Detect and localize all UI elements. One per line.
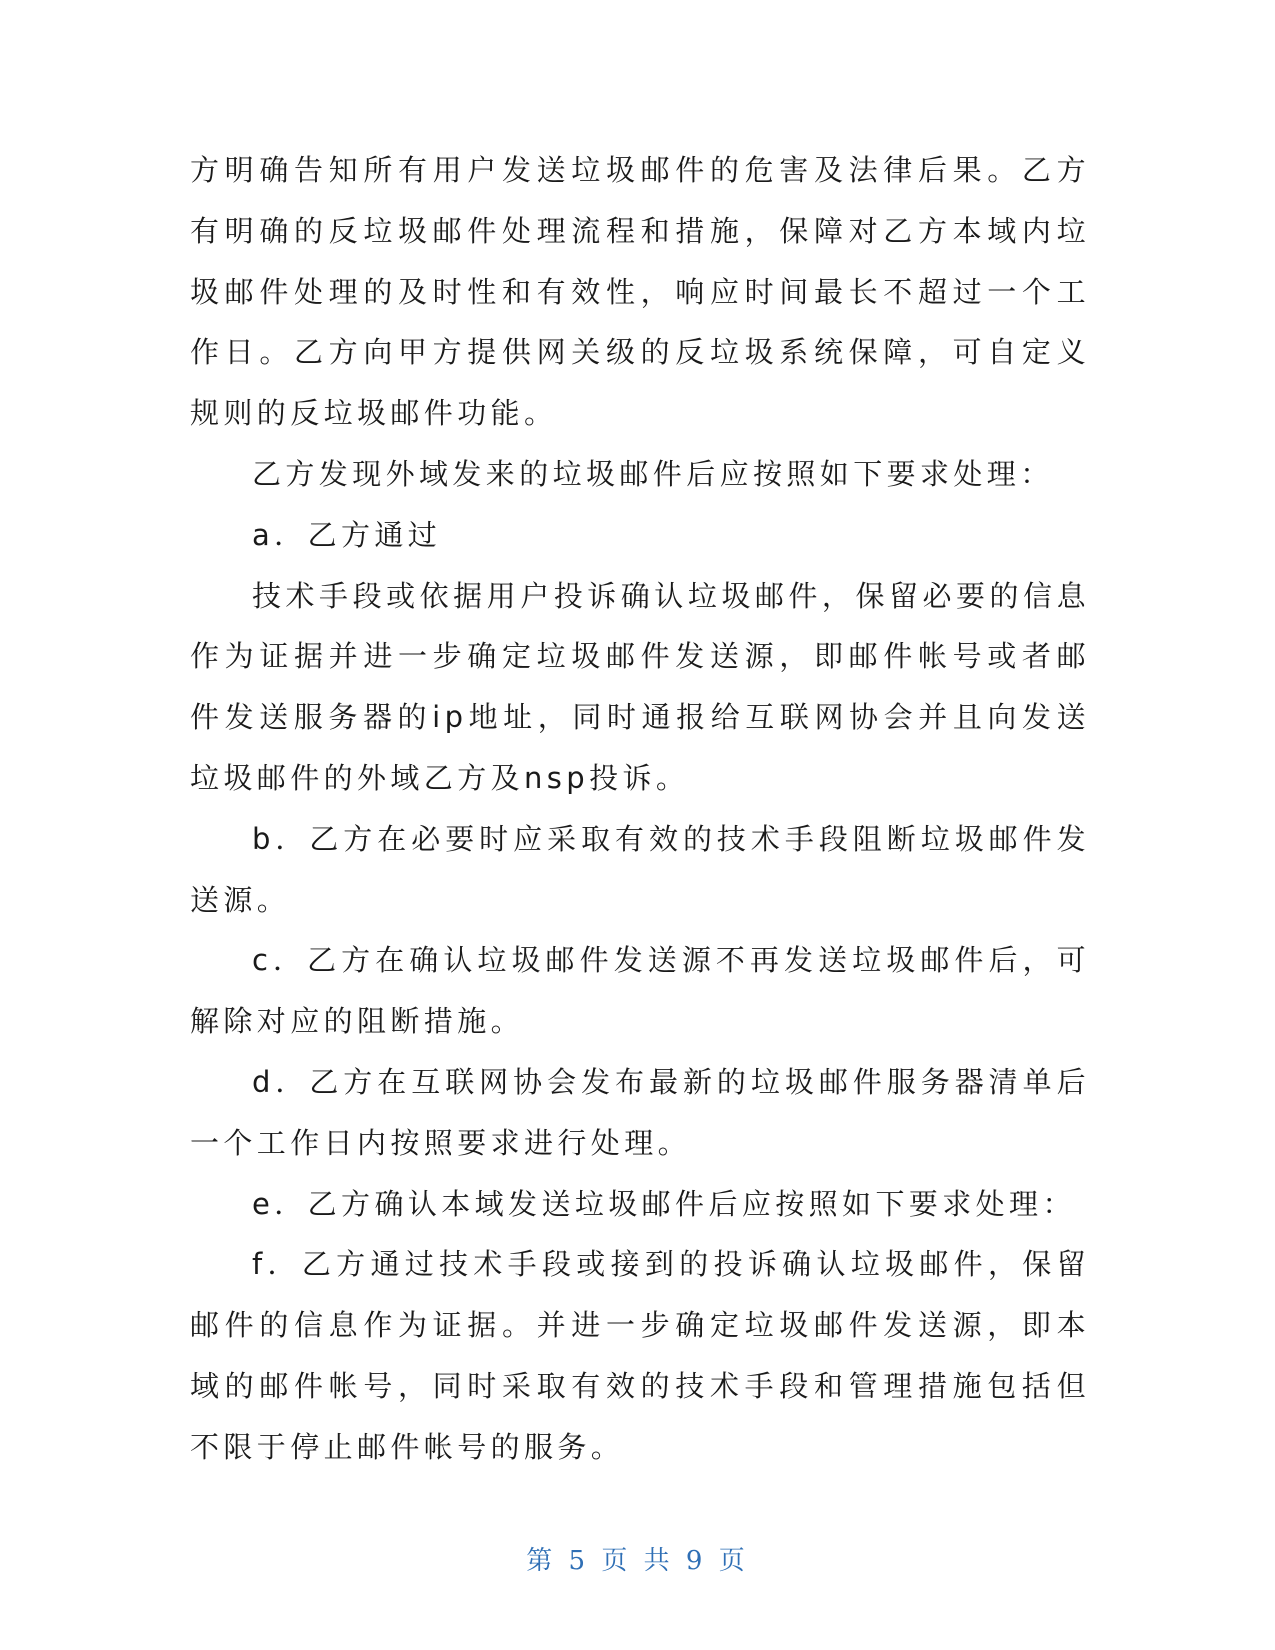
paragraph-item-e: e．乙方确认本域发送垃圾邮件后应按照如下要求处理： bbox=[252, 1186, 1076, 1221]
paragraph-continuation: 方明确告知所有用户发送垃圾邮件的危害及法律后果。乙方有明确的反垃圾邮件处理流程和措施，保障对乙方本域内垃圾邮件处理的及时性和有效性，响应时间最长不超过一个工作日。乙方向甲方提供网关级的反垃圾系统保障，可自定义规则的反垃圾邮件功能。 bbox=[190, 153, 1090, 431]
paragraph-item-a: a．乙方通过 bbox=[252, 517, 442, 552]
paragraph-external-spam-intro: 乙方发现外域发来的垃圾邮件后应按照如下要求处理： bbox=[252, 456, 1054, 491]
page-footer bbox=[0, 1540, 1275, 1577]
paragraph-item-b: b．乙方在必要时应采取有效的技术手段阻断垃圾邮件发送源。 bbox=[190, 821, 1090, 917]
paragraph-item-f: f．乙方通过技术手段或接到的投诉确认垃圾邮件，保留邮件的信息作为证据。并进一步确定垃圾邮件发送源，即本域的邮件帐号，同时采取有效的技术手段和管理措施包括但不限于停止邮件帐号的服务。 bbox=[190, 1247, 1090, 1464]
paragraph-item-a-detail: 技术手段或依据用户投诉确认垃圾邮件，保留必要的信息作为证据并进一步确定垃圾邮件发送源，即邮件帐号或者邮件发送服务器的ip地址，同时通报给互联网协会并且向发送垃圾邮件的外域乙方及nsp投诉。 bbox=[190, 578, 1090, 795]
paragraph-item-d: d．乙方在互联网协会发布最新的垃圾邮件服务器清单后一个工作日内按照要求进行处理。 bbox=[190, 1064, 1090, 1160]
paragraph-item-c: c．乙方在确认垃圾邮件发送源不再发送垃圾邮件后，可解除对应的阻断措施。 bbox=[190, 943, 1090, 1039]
document-body bbox=[190, 140, 1090, 1478]
page-number: 第 5 页 共 9 页 bbox=[526, 1546, 749, 1576]
